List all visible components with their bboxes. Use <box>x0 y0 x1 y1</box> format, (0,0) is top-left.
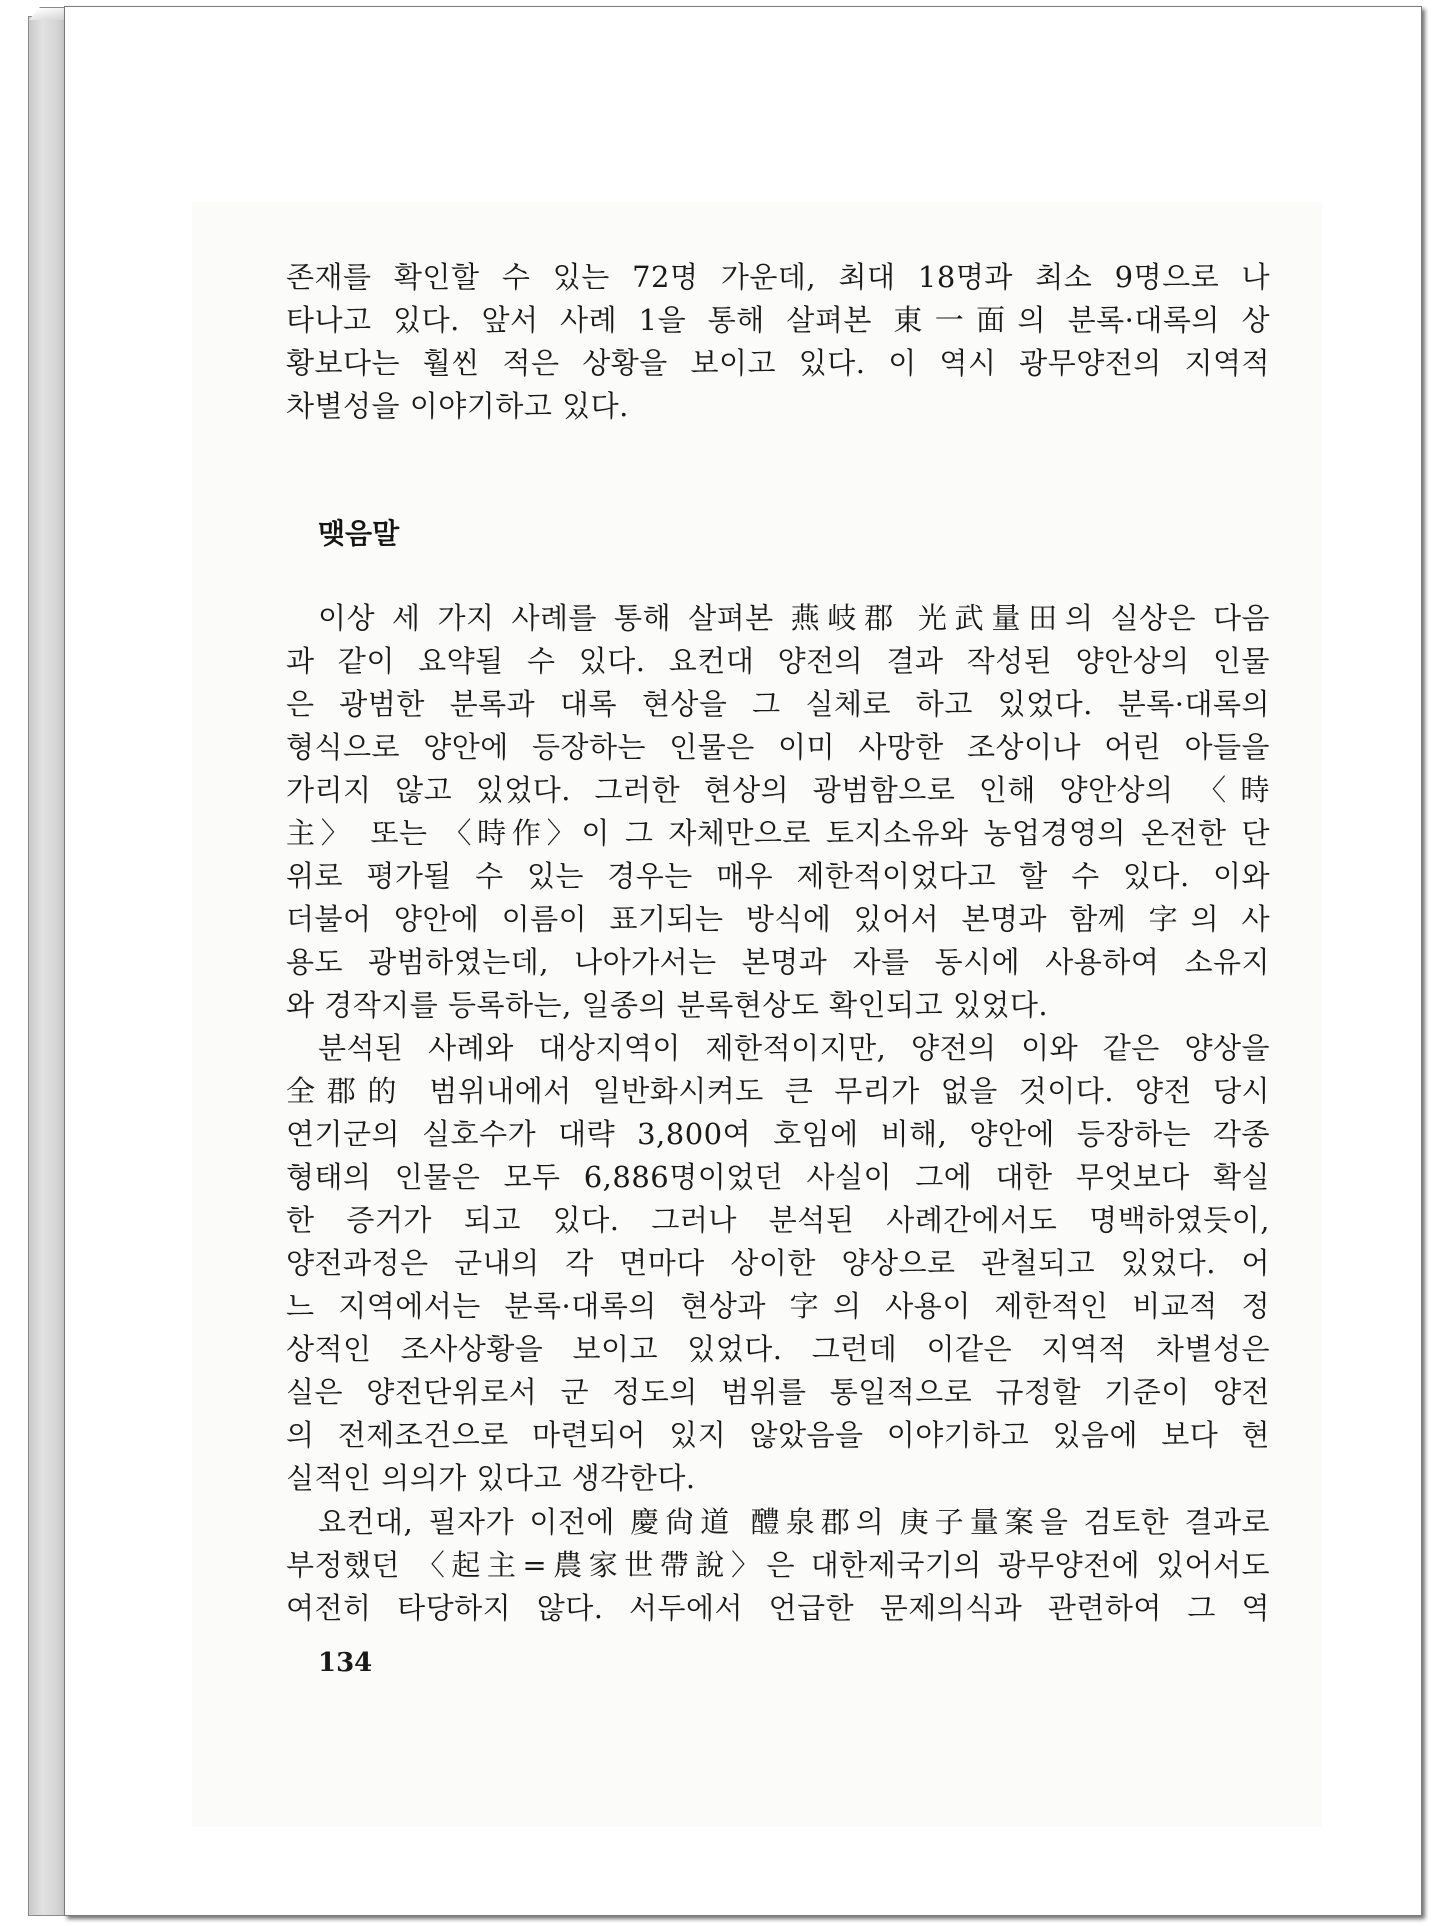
text-line: 상적인 조사상황을 보이고 있었다. 그런데 이같은 지역적 차별성은 <box>286 1332 1270 1366</box>
text-line: 은 광범한 분록과 대록 현상을 그 실체로 하고 있었다. 분록·대록의 <box>286 687 1270 721</box>
text-line: 부정했던 〈起主=農家世帶說〉은 대한제국기의 광무양전에 있어서도 <box>286 1548 1270 1582</box>
text-line: 가리지 않고 있었다. 그러한 현상의 광범함으로 인해 양안상의 〈時 <box>286 773 1270 807</box>
text-line: 과 같이 요약될 수 있다. 요컨대 양전의 결과 작성된 양안상의 인물 <box>286 644 1270 678</box>
text-line: 全郡的 범위내에서 일반화시켜도 큰 무리가 없을 것이다. 양전 당시 <box>286 1074 1270 1108</box>
text-line: 형식으로 양안에 등장하는 인물은 이미 사망한 조상이나 어린 아들을 <box>286 730 1270 764</box>
opening-paragraph <box>286 256 1270 428</box>
text-line: 황보다는 훨씬 적은 상황을 보이고 있다. 이 역시 광무양전의 지역적 <box>286 346 1270 380</box>
text-line: 느 지역에서는 분록·대록의 현상과 字의 사용이 제한적인 비교적 정 <box>286 1289 1270 1323</box>
text-line: 의 전제조건으로 마련되어 있지 않았음을 이야기하고 있음에 보다 현 <box>286 1418 1270 1452</box>
text-line: 와 경작지를 등록하는, 일종의 분록현상도 확인되고 있었다. <box>286 988 1049 1022</box>
text-line: 실적인 의의가 있다고 생각한다. <box>286 1461 696 1495</box>
text-line: 이상 세 가지 사례를 통해 살펴본 燕岐郡 光武量田의 실상은 다음 <box>318 601 1270 635</box>
text-line: 한 증거가 되고 있다. 그러나 분석된 사례간에서도 명백하였듯이, <box>286 1203 1270 1237</box>
text-line: 분석된 사례와 대상지역이 제한적이지만, 양전의 이와 같은 양상을 <box>318 1031 1270 1065</box>
text-line: 차별성을 이야기하고 있다. <box>286 389 629 423</box>
section-heading: 맺음말 <box>318 517 400 550</box>
text-line: 主〉 또는 〈時作〉이 그 자체만으로 토지소유와 농업경영의 온전한 단 <box>286 816 1270 850</box>
text-line: 더불어 양안에 이름이 표기되는 방식에 있어서 본명과 함께 字의 사 <box>286 902 1270 936</box>
text-line: 여전히 타당하지 않다. 서두에서 언급한 문제의식과 관련하여 그 역 <box>286 1591 1270 1625</box>
text-line: 연기군의 실호수가 대략 3,800여 호임에 비해, 양안에 등장하는 각종 <box>286 1117 1270 1151</box>
text-line: 실은 양전단위로서 군 정도의 범위를 통일적으로 규정할 기준이 양전 <box>286 1375 1270 1409</box>
text-line: 요컨대, 필자가 이전에 慶尙道 醴泉郡의 庚子量案을 검토한 결과로 <box>318 1505 1270 1539</box>
conclusion-paragraph-3 <box>286 1501 1270 1630</box>
text-line: 양전과정은 군내의 각 면마다 상이한 양상으로 관철되고 있었다. 어 <box>286 1246 1270 1280</box>
text-line: 용도 광범하였는데, 나아가서는 본명과 자를 동시에 사용하여 소유지 <box>286 945 1270 979</box>
conclusion-paragraph-1 <box>286 597 1270 1027</box>
conclusion-paragraph-2 <box>286 1027 1270 1500</box>
page-number: 134 <box>318 1648 373 1678</box>
text-line: 존재를 확인할 수 있는 72명 가운데, 최대 18명과 최소 9명으로 나 <box>286 260 1270 294</box>
text-line: 위로 평가될 수 있는 경우는 매우 제한적이었다고 할 수 있다. 이와 <box>286 859 1270 893</box>
text-line: 타나고 있다. 앞서 사례 1을 통해 살펴본 東一面의 분록·대록의 상 <box>286 303 1270 337</box>
text-line: 형태의 인물은 모두 6,886명이었던 사실이 그에 대한 무엇보다 확실 <box>286 1160 1270 1194</box>
